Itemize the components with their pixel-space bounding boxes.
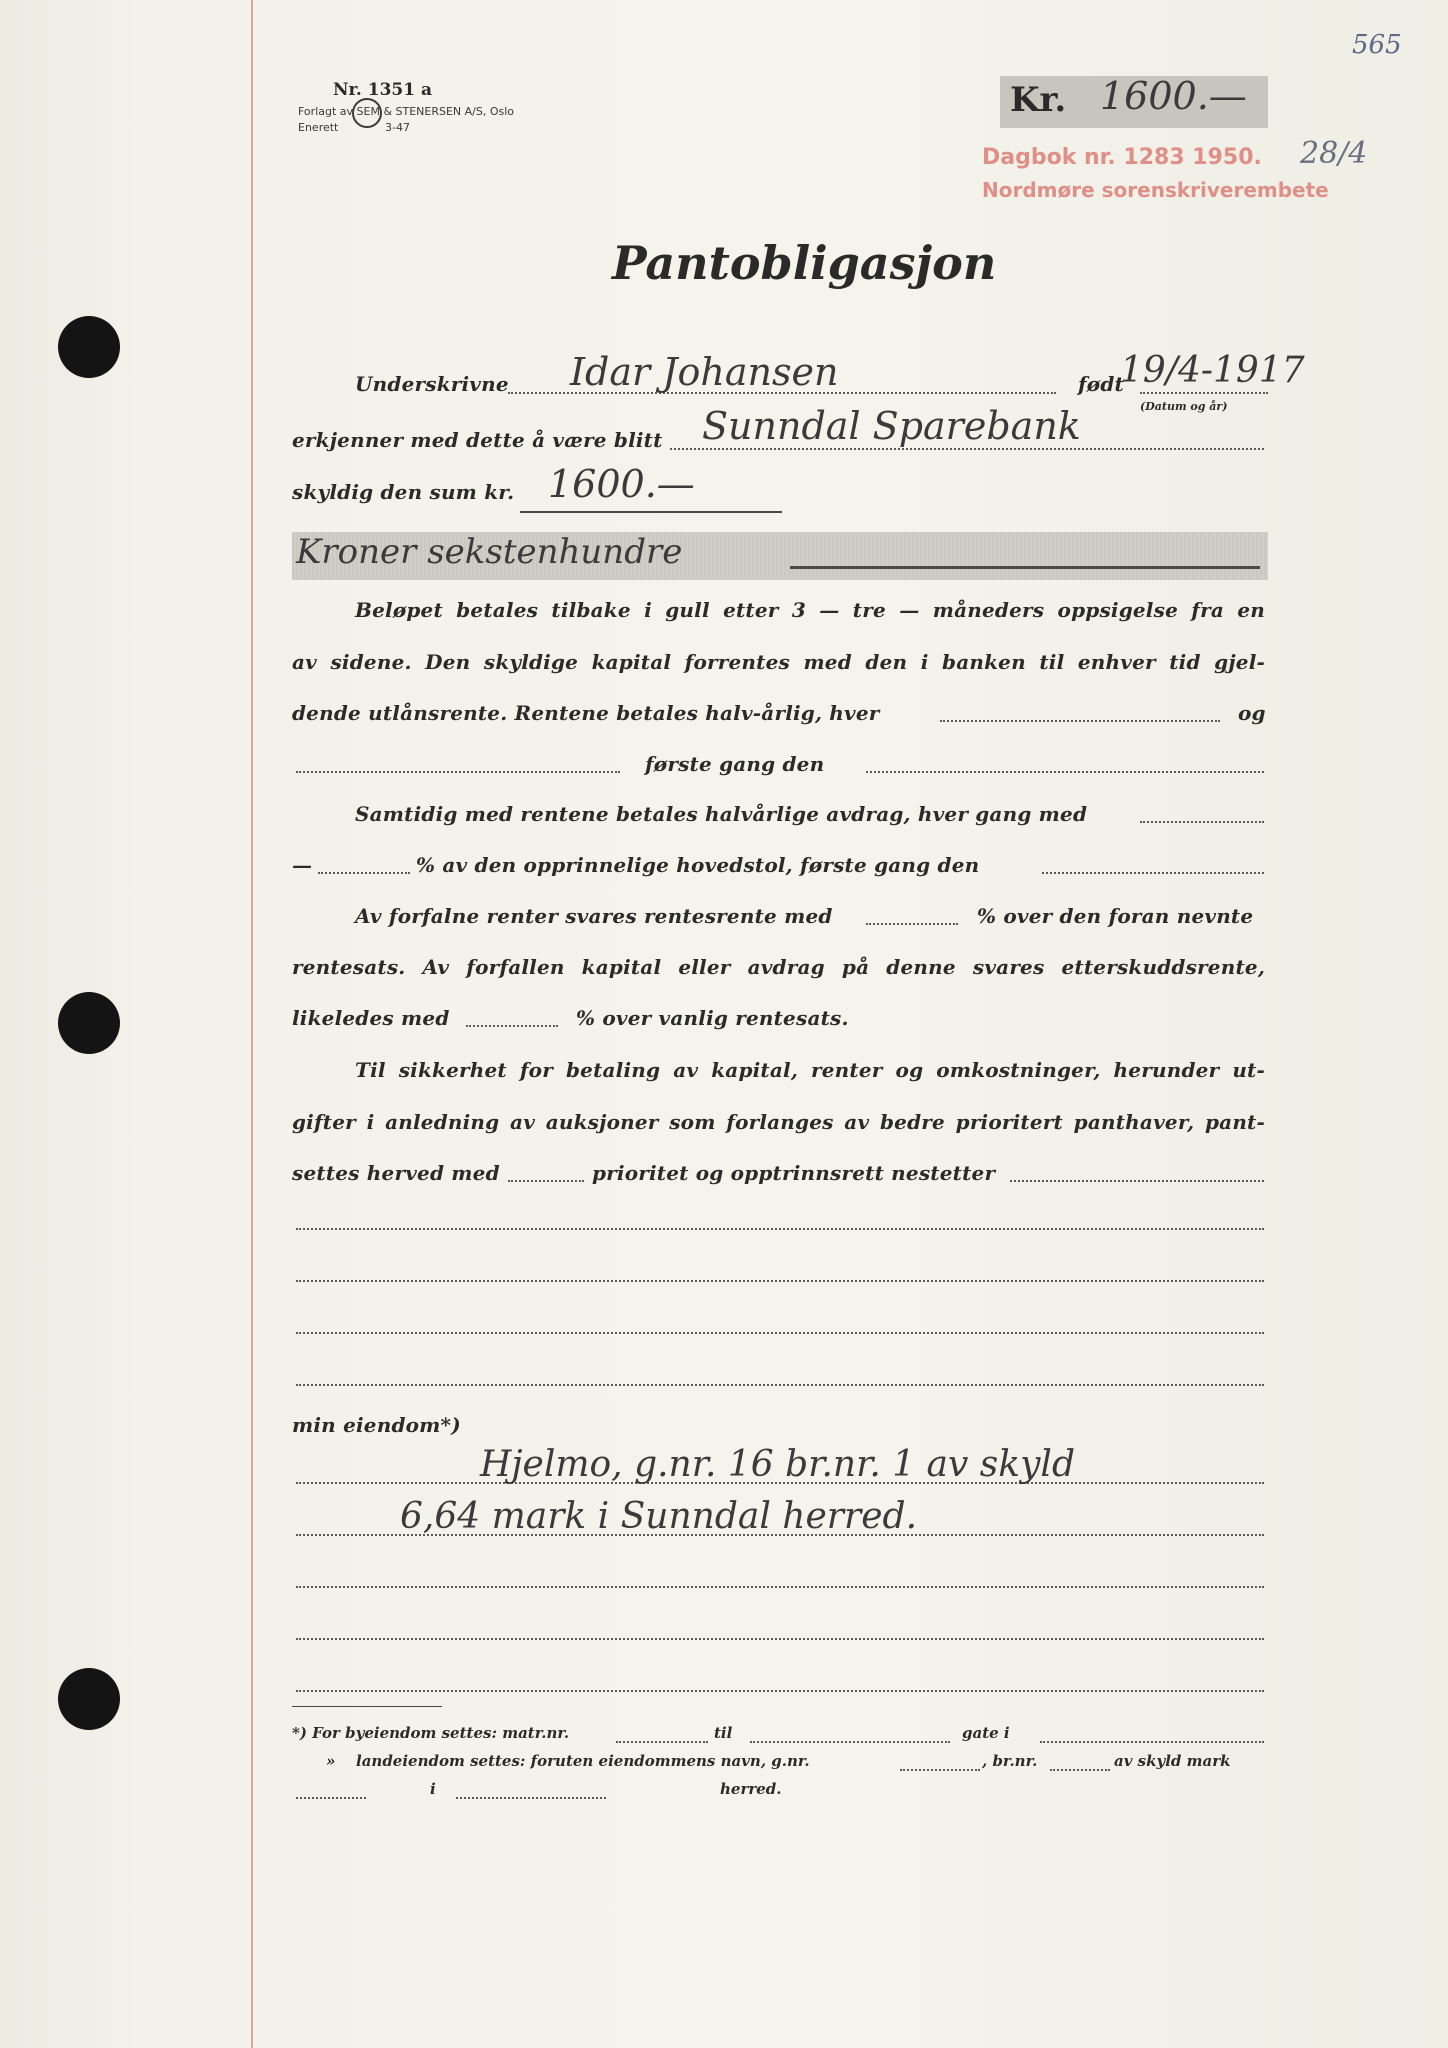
- blank-line: [296, 1638, 1264, 1640]
- clause-security-line-1: Til sikkerhet for betaling av kapital, renter og omkostninger, herunder ut-: [355, 1058, 1265, 1082]
- first-time-line-a: [296, 771, 620, 773]
- clause-installment-line-2: % av den opprinnelige hovedstol, første gang den: [416, 853, 980, 877]
- datum-hint: (Datum og år): [1140, 400, 1228, 413]
- priority-line: [508, 1180, 584, 1182]
- clause-security-line-3b: prioritet og opptrinnsrett nestetter: [592, 1161, 996, 1185]
- footnote-mark-line: [296, 1797, 366, 1799]
- stamp-journal-number: Dagbok nr. 1283 1950.: [982, 145, 1262, 170]
- document-title: Pantobligasjon: [612, 236, 997, 290]
- property-line-1-value: Hjelmo, g.nr. 16 br.nr. 1 av skyld: [480, 1444, 1075, 1485]
- creditor-value: Sunndal Sparebank: [702, 404, 1081, 448]
- punch-hole: [58, 992, 120, 1054]
- blank-line: [296, 1280, 1264, 1282]
- publisher-text: Forlagt av SEM & STENERSEN A/S, Oslo: [298, 105, 515, 118]
- interest-month-line: [940, 720, 1220, 722]
- edition-text: 3-47: [385, 121, 410, 134]
- stamp-office: Nordmøre sorenskriverembete: [982, 178, 1329, 202]
- clause-security-line-3a: settes herved med: [292, 1161, 500, 1185]
- clause-default-line-2: rentesats. Av forfallen kapital eller avdrag på denne svares etterskuddsrente,: [292, 955, 1265, 979]
- margin-rule: [251, 0, 253, 2048]
- footnote-gnr-line: [900, 1769, 980, 1771]
- footnote-matr-line: [616, 1741, 708, 1743]
- footnote-line-1b: til: [714, 1724, 733, 1742]
- footnote-line-2c: av skyld mark: [1114, 1752, 1231, 1770]
- blank-line: [296, 1690, 1264, 1692]
- installment-first-line: [1042, 872, 1264, 874]
- fodt-line: [1140, 392, 1268, 394]
- amount-value: 1600.—: [1100, 74, 1247, 118]
- creditor-line: [670, 448, 1264, 450]
- min-eiendom-label: min eiendom*): [292, 1413, 461, 1437]
- sum-words-dash: [790, 566, 1260, 569]
- punch-hole: [58, 1668, 120, 1730]
- installment-percent-line: [318, 872, 410, 874]
- footnote-line-3b: herred.: [720, 1780, 782, 1798]
- exclusive-text: Enerett: [298, 121, 339, 134]
- clause-default-line-3b: % over vanlig rentesats.: [576, 1006, 849, 1030]
- footnote-brnr-line: [1050, 1769, 1110, 1771]
- footnote-line-3a: i: [430, 1780, 436, 1798]
- clause-installment-dash: —: [292, 853, 313, 877]
- clause-repayment-line-3: dende utlånsrente. Rentene betales halv-årlig, hver: [292, 701, 880, 725]
- default-interest-line: [866, 923, 958, 925]
- stamp-date-note: 28/4: [1300, 136, 1368, 171]
- footnote-i-line: [456, 1797, 606, 1799]
- footnote-line-1a: *) For byeiendom settes: matr.nr.: [292, 1724, 570, 1742]
- clause-repayment-og: og: [1238, 701, 1266, 725]
- footnote-line-1c: gate i: [962, 1724, 1010, 1742]
- blank-line: [296, 1332, 1264, 1334]
- clause-default-line-1-end: % over den foran nevnte: [977, 904, 1254, 928]
- property-line-2-value: 6,64 mark i Sunndal herred.: [400, 1496, 918, 1537]
- underskrivne-value: Idar Johansen: [570, 350, 839, 394]
- footnote-gate-line: [1040, 1741, 1264, 1743]
- clause-repayment-line-4: første gang den: [645, 752, 825, 776]
- footnote-line-2-mark: »: [326, 1752, 336, 1770]
- underskrivne-label: Underskrivne: [355, 372, 509, 396]
- fodt-label: født: [1078, 372, 1124, 396]
- skyldig-label: skyldig den sum kr.: [292, 480, 515, 504]
- punch-hole: [58, 316, 120, 378]
- footnote-line-2a: landeiendom settes: foruten eiendommens navn, g.nr.: [356, 1752, 810, 1770]
- installment-line: [1140, 821, 1264, 823]
- clause-repayment-line-1: Beløpet betales tilbake i gull etter 3 — tre — måneders oppsigelse fra en: [355, 598, 1265, 622]
- clause-installment-line-1: Samtidig med rentene betales halvårlige avdrag, hver gang med: [355, 802, 1088, 826]
- first-time-line-b: [866, 771, 1264, 773]
- default-over-line: [466, 1025, 558, 1027]
- fodt-value: 19/4-1917: [1120, 350, 1305, 391]
- sum-underline: [520, 511, 782, 513]
- blank-line: [296, 1384, 1264, 1386]
- footnote-line-2b: , br.nr.: [982, 1752, 1038, 1770]
- priority-after-line: [1010, 1180, 1264, 1182]
- footnote-til-line: [750, 1741, 950, 1743]
- sum-value: 1600.—: [548, 462, 695, 506]
- clause-security-line-2: gifter i anledning av auksjoner som forlanges av bedre prioritert panthaver, pant-: [292, 1110, 1265, 1134]
- page-number: 565: [1352, 30, 1402, 60]
- publisher-logo-icon: [352, 98, 382, 128]
- blank-line: [296, 1586, 1264, 1588]
- blank-line: [296, 1228, 1264, 1230]
- clause-default-line-1: Av forfalne renter svares rentesrente med: [355, 904, 833, 928]
- clause-repayment-line-2: av sidene. Den skyldige kapital forrentes med den i banken til enhver tid gjel-: [292, 650, 1265, 674]
- sum-words-value: Kroner sekstenhundre: [296, 532, 683, 572]
- clause-default-line-3a: likeledes med: [292, 1006, 450, 1030]
- footnote-rule: [292, 1706, 442, 1707]
- amount-label: Kr.: [1010, 80, 1067, 120]
- erkjenner-label: erkjenner med dette å være blitt: [292, 428, 663, 452]
- form-number: Nr. 1351 a: [333, 80, 433, 100]
